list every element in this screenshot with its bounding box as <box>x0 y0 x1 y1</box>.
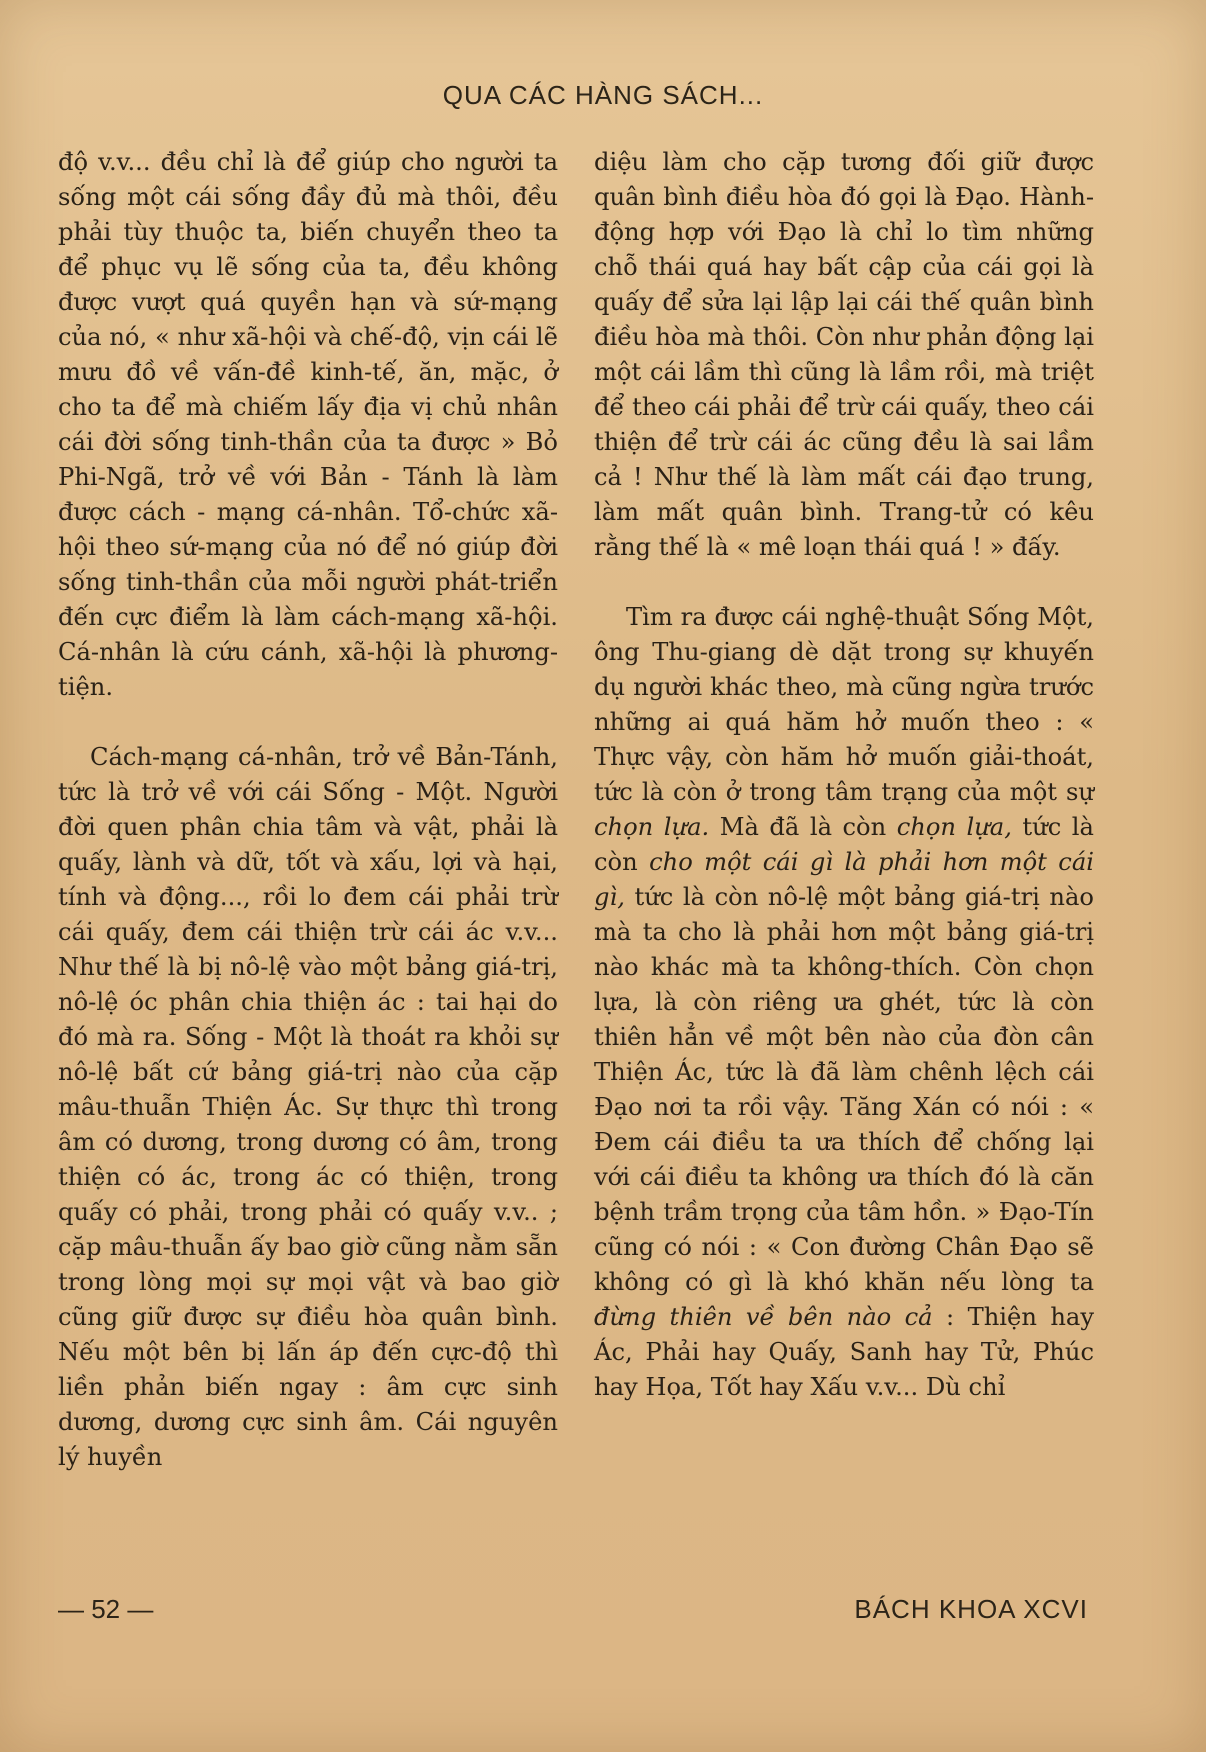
running-header: QUA CÁC HÀNG SÁCH... <box>442 80 764 110</box>
page-number: — 52 — <box>58 1594 154 1624</box>
text-run: : Thiện hay Ác, Phải hay Quấy, Sanh hay Tử, Phúc hay Họa, Tốt hay Xấu v.v... Dù chỉ <box>594 1303 1094 1401</box>
text-run: tức là còn <box>594 813 1094 876</box>
text-run: tức là còn nô-lệ một bảng giá-trị nào mà ta cho là phải hơn một bảng giá-trị nào khác mà ta không-thích. Còn chọn lựa, là còn riêng ưa ghét, tức là còn thiên hẳn về một bên nào của đòn cân Thiện Ác, tức là đã làm chênh lệch cái Đạo nơi ta rồi vậy. Tăng Xán có nói : « Đem cái điều ta ưa thích để chống lại với cái điều ta không ưa thích đó là căn bệnh trầm trọng của tâm hồn. » Đạo-Tín cũng có nói : « Con đường Chân Đạo sẽ không có gì là khó khăn nếu lòng ta <box>594 883 1094 1296</box>
text-run: Tìm ra được cái nghệ-thuật Sống Một, ông Thu-giang dè dặt trong sự khuyến dụ người khác theo, mà cũng ngừa trước những ai quá hăm hở muốn theo : « Thực vậy, còn hăm hở muốn giải-thoát, tức là còn ở trong tâm trạng của một sự <box>594 603 1094 806</box>
right-column <box>594 145 1094 1405</box>
paragraph <box>594 600 1094 1405</box>
publication-name: BÁCH KHOA XCVI <box>854 1594 1088 1624</box>
paragraph: độ v.v... đều chỉ là để giúp cho người ta sống một cái sống đầy đủ mà thôi, đều phải tùy thuộc ta, biến chuyển theo ta để phục vụ lẽ sống của ta, đều không được vượt quá quyền hạn và sứ-mạng của nó, « như xã-hội và chế-độ, vịn cái lẽ mưu đồ về vấn-đề kinh-tế, ăn, mặc, ở cho ta để mà chiếm lấy địa vị chủ nhân cái đời sống tinh-thần của ta được » Bỏ Phi-Ngã, trở về với Bản - Tánh là làm được cách - mạng cá-nhân. Tổ-chức xã-hội theo sứ-mạng của nó để nó giúp đời sống tinh-thần của mỗi người phát-triển đến cực điểm là làm cách-mạng xã-hội. Cá-nhân là cứu cánh, xã-hội là phương-tiện. <box>58 148 558 701</box>
left-column <box>58 145 558 1475</box>
italic-run: cho một cái gì là phải hơn một cái gì, <box>594 848 1094 911</box>
paragraph: Cách-mạng cá-nhân, trở về Bản-Tánh, tức là trở về với cái Sống - Một. Người đời quen phân chia tâm và vật, phải là quấy, lành và dữ, tốt và xấu, lợi và hại, tính và động..., rồi lo đem cái phải trừ cái quấy, đem cái thiện trừ cái ác v.v... Như thế là bị nô-lệ vào một bảng giá-trị, nô-lệ óc phân chia thiện ác : tai hại do đó mà ra. Sống - Một là thoát ra khỏi sự nô-lệ bất cứ bảng giá-trị nào của cặp mâu-thuẫn Thiện Ác. Sự thực thì trong âm có dương, trong dương có âm, trong thiện có ác, trong ác có thiện, trong quấy có phải, trong phải có quấy v.v.. ; cặp mâu-thuẫn ấy bao giờ cũng nằm sẵn trong lòng mọi sự mọi vật và bao giờ cũng giữ được sự điều hòa quân bình. Nếu một bên bị lấn áp đến cực-độ thì liền phản biến ngay : âm cực sinh dương, dương cực sinh âm. Cái nguyên lý huyền <box>58 743 558 1471</box>
italic-run: chọn lựa. <box>594 813 710 841</box>
text-run: Mà đã là còn <box>709 813 897 841</box>
paragraph: diệu làm cho cặp tương đối giữ được quân bình điều hòa đó gọi là Đạo. Hành-động hợp với Đạo là chỉ lo tìm những chỗ thái quá hay bất cập của cái gọi là quấy để sửa lại lập lại cái thế quân bình điều hòa mà thôi. Còn như phản động lại một cái lầm thì cũng là lầm rồi, mà triệt để theo cái phải để trừ cái quấy, theo cái thiện để trừ cái ác cũng đều là sai lầm cả ! Như thế là làm mất cái đạo trung, làm mất quân bình. Trang-tử có kêu rằng thế là « mê loạn thái quá ! » đấy. <box>594 148 1094 561</box>
italic-run: đừng thiên về bên nào cả <box>594 1303 933 1331</box>
italic-run: chọn lựa, <box>896 813 1012 841</box>
